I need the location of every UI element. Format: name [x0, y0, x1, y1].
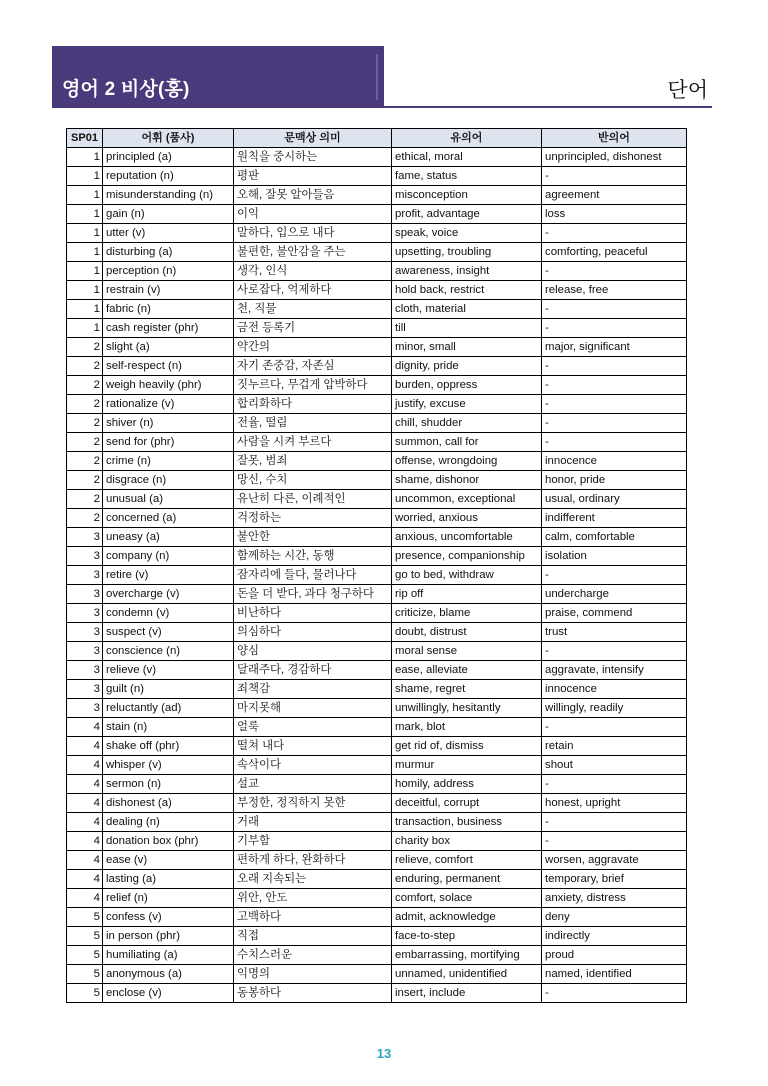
word-cell: stain (n) — [103, 718, 234, 737]
meaning-cell: 자기 존중감, 자존심 — [234, 357, 392, 376]
antonym-cell: - — [542, 832, 687, 851]
antonym-cell: - — [542, 718, 687, 737]
table-row — [67, 889, 687, 908]
page-title: 영어 2 비상(홍) — [62, 79, 190, 100]
synonym-cell: worried, anxious — [392, 509, 542, 528]
table-row — [67, 680, 687, 699]
unit-cell: 1 — [67, 262, 103, 281]
synonym-cell: mark, blot — [392, 718, 542, 737]
meaning-cell: 불편한, 불안감을 주는 — [234, 243, 392, 262]
table-row — [67, 699, 687, 718]
unit-cell: 3 — [67, 642, 103, 661]
section-label: 단어 — [667, 79, 708, 102]
word-cell: shiver (n) — [103, 414, 234, 433]
column-header-meaning: 문맥상 의미 — [234, 129, 392, 148]
word-cell: sermon (n) — [103, 775, 234, 794]
synonym-cell: summon, call for — [392, 433, 542, 452]
table-header-row — [67, 129, 687, 148]
table-row — [67, 243, 687, 262]
table-row — [67, 623, 687, 642]
meaning-cell: 잠자리에 들다, 물러나다 — [234, 566, 392, 585]
antonym-cell: - — [542, 813, 687, 832]
word-cell: restrain (v) — [103, 281, 234, 300]
table-row — [67, 813, 687, 832]
word-cell: reluctantly (ad) — [103, 699, 234, 718]
antonym-cell: comforting, peaceful — [542, 243, 687, 262]
unit-cell: 2 — [67, 433, 103, 452]
table-row — [67, 186, 687, 205]
antonym-cell: isolation — [542, 547, 687, 566]
word-cell: rationalize (v) — [103, 395, 234, 414]
synonym-cell: embarrassing, mortifying — [392, 946, 542, 965]
unit-cell: 4 — [67, 870, 103, 889]
antonym-cell: innocence — [542, 680, 687, 699]
table-row — [67, 547, 687, 566]
antonym-cell: - — [542, 300, 687, 319]
unit-cell: 3 — [67, 680, 103, 699]
word-cell: self-respect (n) — [103, 357, 234, 376]
meaning-cell: 떨쳐 내다 — [234, 737, 392, 756]
antonym-cell: indirectly — [542, 927, 687, 946]
synonym-cell: burden, oppress — [392, 376, 542, 395]
meaning-cell: 얼룩 — [234, 718, 392, 737]
synonym-cell: anxious, uncomfortable — [392, 528, 542, 547]
meaning-cell: 기부함 — [234, 832, 392, 851]
table-row — [67, 148, 687, 167]
unit-cell: 3 — [67, 566, 103, 585]
synonym-cell: minor, small — [392, 338, 542, 357]
table-row — [67, 737, 687, 756]
table-row — [67, 528, 687, 547]
meaning-cell: 설교 — [234, 775, 392, 794]
word-cell: confess (v) — [103, 908, 234, 927]
page-number: 13 — [376, 1046, 392, 1061]
meaning-cell: 동봉하다 — [234, 984, 392, 1003]
meaning-cell: 달래주다, 경감하다 — [234, 661, 392, 680]
antonym-cell: - — [542, 984, 687, 1003]
word-cell: retire (v) — [103, 566, 234, 585]
vocabulary-table — [66, 128, 687, 1003]
antonym-cell: calm, comfortable — [542, 528, 687, 547]
meaning-cell: 오해, 잘못 알아들음 — [234, 186, 392, 205]
synonym-cell: speak, voice — [392, 224, 542, 243]
antonym-cell: - — [542, 775, 687, 794]
meaning-cell: 마지못해 — [234, 699, 392, 718]
word-cell: relieve (v) — [103, 661, 234, 680]
synonym-cell: get rid of, dismiss — [392, 737, 542, 756]
table-row — [67, 490, 687, 509]
table-row — [67, 471, 687, 490]
table-row — [67, 452, 687, 471]
antonym-cell: unprincipled, dishonest — [542, 148, 687, 167]
table-row — [67, 946, 687, 965]
antonym-cell: indifferent — [542, 509, 687, 528]
antonym-cell: agreement — [542, 186, 687, 205]
meaning-cell: 이익 — [234, 205, 392, 224]
word-cell: slight (a) — [103, 338, 234, 357]
meaning-cell: 직접 — [234, 927, 392, 946]
table-row — [67, 205, 687, 224]
word-cell: shake off (phr) — [103, 737, 234, 756]
unit-cell: 5 — [67, 908, 103, 927]
meaning-cell: 생각, 인식 — [234, 262, 392, 281]
table-row — [67, 357, 687, 376]
word-cell: send for (phr) — [103, 433, 234, 452]
antonym-cell: proud — [542, 946, 687, 965]
word-cell: lasting (a) — [103, 870, 234, 889]
antonym-cell: anxiety, distress — [542, 889, 687, 908]
meaning-cell: 익명의 — [234, 965, 392, 984]
unit-cell: 1 — [67, 243, 103, 262]
meaning-cell: 잘못, 범죄 — [234, 452, 392, 471]
antonym-cell: worsen, aggravate — [542, 851, 687, 870]
word-cell: donation box (phr) — [103, 832, 234, 851]
word-cell: conscience (n) — [103, 642, 234, 661]
unit-cell: 3 — [67, 604, 103, 623]
unit-cell: 1 — [67, 205, 103, 224]
antonym-cell: named, identified — [542, 965, 687, 984]
unit-cell: 2 — [67, 471, 103, 490]
unit-cell: 2 — [67, 338, 103, 357]
word-cell: misunderstanding (n) — [103, 186, 234, 205]
synonym-cell: fame, status — [392, 167, 542, 186]
meaning-cell: 거래 — [234, 813, 392, 832]
meaning-cell: 위안, 안도 — [234, 889, 392, 908]
meaning-cell: 유난히 다른, 이례적인 — [234, 490, 392, 509]
word-cell: suspect (v) — [103, 623, 234, 642]
table-row — [67, 224, 687, 243]
meaning-cell: 말하다, 입으로 내다 — [234, 224, 392, 243]
word-cell: ease (v) — [103, 851, 234, 870]
table-row — [67, 908, 687, 927]
antonym-cell: - — [542, 414, 687, 433]
table-row — [67, 395, 687, 414]
synonym-cell: insert, include — [392, 984, 542, 1003]
word-cell: reputation (n) — [103, 167, 234, 186]
word-cell: weigh heavily (phr) — [103, 376, 234, 395]
unit-cell: 1 — [67, 167, 103, 186]
synonym-cell: ethical, moral — [392, 148, 542, 167]
word-cell: principled (a) — [103, 148, 234, 167]
synonym-cell: moral sense — [392, 642, 542, 661]
table-row — [67, 509, 687, 528]
antonym-cell: - — [542, 433, 687, 452]
antonym-cell: honor, pride — [542, 471, 687, 490]
meaning-cell: 죄책감 — [234, 680, 392, 699]
antonym-cell: loss — [542, 205, 687, 224]
antonym-cell: - — [542, 262, 687, 281]
unit-cell: 1 — [67, 300, 103, 319]
meaning-cell: 비난하다 — [234, 604, 392, 623]
word-cell: utter (v) — [103, 224, 234, 243]
table-row — [67, 262, 687, 281]
table-row — [67, 851, 687, 870]
table-row — [67, 927, 687, 946]
synonym-cell: doubt, distrust — [392, 623, 542, 642]
column-header-antonyms: 반의어 — [542, 129, 687, 148]
meaning-cell: 불안한 — [234, 528, 392, 547]
antonym-cell: usual, ordinary — [542, 490, 687, 509]
synonym-cell: shame, dishonor — [392, 471, 542, 490]
antonym-cell: - — [542, 224, 687, 243]
synonym-cell: transaction, business — [392, 813, 542, 832]
antonym-cell: temporary, brief — [542, 870, 687, 889]
unit-cell: 3 — [67, 528, 103, 547]
table-row — [67, 300, 687, 319]
word-cell: in person (phr) — [103, 927, 234, 946]
word-cell: fabric (n) — [103, 300, 234, 319]
unit-cell: 2 — [67, 452, 103, 471]
antonym-cell: shout — [542, 756, 687, 775]
synonym-cell: criticize, blame — [392, 604, 542, 623]
synonym-cell: murmur — [392, 756, 542, 775]
unit-cell: 4 — [67, 775, 103, 794]
synonym-cell: misconception — [392, 186, 542, 205]
meaning-cell: 수치스러운 — [234, 946, 392, 965]
synonym-cell: face-to-step — [392, 927, 542, 946]
table-row — [67, 319, 687, 338]
meaning-cell: 전율, 떨림 — [234, 414, 392, 433]
unit-cell: 2 — [67, 509, 103, 528]
meaning-cell: 천, 직물 — [234, 300, 392, 319]
unit-cell: 2 — [67, 414, 103, 433]
table-row — [67, 965, 687, 984]
table-row — [67, 756, 687, 775]
synonym-cell: profit, advantage — [392, 205, 542, 224]
antonym-cell: - — [542, 357, 687, 376]
unit-cell: 3 — [67, 585, 103, 604]
antonym-cell: - — [542, 167, 687, 186]
table-row — [67, 642, 687, 661]
antonym-cell: - — [542, 319, 687, 338]
synonym-cell: ease, alleviate — [392, 661, 542, 680]
meaning-cell: 사람을 시켜 부르다 — [234, 433, 392, 452]
table-row — [67, 433, 687, 452]
meaning-cell: 돈을 더 받다, 과다 청구하다 — [234, 585, 392, 604]
header-stripe — [376, 54, 378, 100]
synonym-cell: charity box — [392, 832, 542, 851]
word-cell: dealing (n) — [103, 813, 234, 832]
meaning-cell: 함께하는 시간, 동행 — [234, 547, 392, 566]
table-row — [67, 984, 687, 1003]
word-cell: dishonest (a) — [103, 794, 234, 813]
meaning-cell: 사로잡다, 억제하다 — [234, 281, 392, 300]
unit-cell: 1 — [67, 186, 103, 205]
unit-cell: 3 — [67, 623, 103, 642]
unit-cell: 4 — [67, 794, 103, 813]
meaning-cell: 고백하다 — [234, 908, 392, 927]
word-cell: relief (n) — [103, 889, 234, 908]
synonym-cell: shame, regret — [392, 680, 542, 699]
table-row — [67, 775, 687, 794]
meaning-cell: 금전 등록기 — [234, 319, 392, 338]
word-cell: unusual (a) — [103, 490, 234, 509]
meaning-cell: 속삭이다 — [234, 756, 392, 775]
unit-cell: 1 — [67, 148, 103, 167]
synonym-cell: unnamed, unidentified — [392, 965, 542, 984]
synonym-cell: uncommon, exceptional — [392, 490, 542, 509]
meaning-cell: 양심 — [234, 642, 392, 661]
word-cell: disgrace (n) — [103, 471, 234, 490]
table-row — [67, 566, 687, 585]
table-row — [67, 414, 687, 433]
meaning-cell: 오래 지속되는 — [234, 870, 392, 889]
unit-cell: 2 — [67, 357, 103, 376]
table-row — [67, 167, 687, 186]
column-header-unit: SP01 — [67, 129, 103, 148]
synonym-cell: relieve, comfort — [392, 851, 542, 870]
synonym-cell: chill, shudder — [392, 414, 542, 433]
synonym-cell: offense, wrongdoing — [392, 452, 542, 471]
meaning-cell: 약간의 — [234, 338, 392, 357]
synonym-cell: admit, acknowledge — [392, 908, 542, 927]
meaning-cell: 원칙을 중시하는 — [234, 148, 392, 167]
antonym-cell: - — [542, 642, 687, 661]
synonym-cell: homily, address — [392, 775, 542, 794]
antonym-cell: trust — [542, 623, 687, 642]
word-cell: condemn (v) — [103, 604, 234, 623]
word-cell: overcharge (v) — [103, 585, 234, 604]
table-row — [67, 718, 687, 737]
column-header-synonyms: 유의어 — [392, 129, 542, 148]
synonym-cell: cloth, material — [392, 300, 542, 319]
synonym-cell: go to bed, withdraw — [392, 566, 542, 585]
word-cell: uneasy (a) — [103, 528, 234, 547]
meaning-cell: 걱정하는 — [234, 509, 392, 528]
unit-cell: 1 — [67, 224, 103, 243]
antonym-cell: deny — [542, 908, 687, 927]
meaning-cell: 편하게 하다, 완화하다 — [234, 851, 392, 870]
meaning-cell: 의심하다 — [234, 623, 392, 642]
word-cell: guilt (n) — [103, 680, 234, 699]
synonym-cell: comfort, solace — [392, 889, 542, 908]
word-cell: enclose (v) — [103, 984, 234, 1003]
meaning-cell: 부정한, 정직하지 못한 — [234, 794, 392, 813]
synonym-cell: hold back, restrict — [392, 281, 542, 300]
word-cell: company (n) — [103, 547, 234, 566]
unit-cell: 5 — [67, 984, 103, 1003]
unit-cell: 4 — [67, 718, 103, 737]
unit-cell: 3 — [67, 661, 103, 680]
table-row — [67, 661, 687, 680]
unit-cell: 5 — [67, 927, 103, 946]
word-cell: cash register (phr) — [103, 319, 234, 338]
synonym-cell: presence, companionship — [392, 547, 542, 566]
word-cell: gain (n) — [103, 205, 234, 224]
word-cell: concerned (a) — [103, 509, 234, 528]
word-cell: perception (n) — [103, 262, 234, 281]
unit-cell: 5 — [67, 965, 103, 984]
meaning-cell: 합리화하다 — [234, 395, 392, 414]
meaning-cell: 평판 — [234, 167, 392, 186]
word-cell: humiliating (a) — [103, 946, 234, 965]
unit-cell: 4 — [67, 737, 103, 756]
synonym-cell: deceitful, corrupt — [392, 794, 542, 813]
synonym-cell: dignity, pride — [392, 357, 542, 376]
meaning-cell: 짓누르다, 무겁게 압박하다 — [234, 376, 392, 395]
word-cell: crime (n) — [103, 452, 234, 471]
unit-cell: 5 — [67, 946, 103, 965]
word-cell: whisper (v) — [103, 756, 234, 775]
unit-cell: 4 — [67, 813, 103, 832]
antonym-cell: major, significant — [542, 338, 687, 357]
header-rule — [384, 106, 712, 108]
table-row — [67, 604, 687, 623]
synonym-cell: till — [392, 319, 542, 338]
unit-cell: 4 — [67, 889, 103, 908]
synonym-cell: upsetting, troubling — [392, 243, 542, 262]
antonym-cell: honest, upright — [542, 794, 687, 813]
antonym-cell: innocence — [542, 452, 687, 471]
table-row — [67, 870, 687, 889]
table-row — [67, 832, 687, 851]
synonym-cell: unwillingly, hesitantly — [392, 699, 542, 718]
unit-cell: 4 — [67, 851, 103, 870]
unit-cell: 1 — [67, 319, 103, 338]
word-cell: disturbing (a) — [103, 243, 234, 262]
synonym-cell: awareness, insight — [392, 262, 542, 281]
antonym-cell: - — [542, 376, 687, 395]
antonym-cell: retain — [542, 737, 687, 756]
table-row — [67, 585, 687, 604]
unit-cell: 2 — [67, 376, 103, 395]
unit-cell: 3 — [67, 699, 103, 718]
antonym-cell: praise, commend — [542, 604, 687, 623]
unit-cell: 2 — [67, 395, 103, 414]
synonym-cell: rip off — [392, 585, 542, 604]
table-row — [67, 338, 687, 357]
word-cell: anonymous (a) — [103, 965, 234, 984]
synonym-cell: enduring, permanent — [392, 870, 542, 889]
antonym-cell: aggravate, intensify — [542, 661, 687, 680]
meaning-cell: 망신, 수치 — [234, 471, 392, 490]
antonym-cell: undercharge — [542, 585, 687, 604]
column-header-word: 어휘 (품사) — [103, 129, 234, 148]
antonym-cell: willingly, readily — [542, 699, 687, 718]
antonym-cell: - — [542, 566, 687, 585]
table-row — [67, 376, 687, 395]
unit-cell: 4 — [67, 756, 103, 775]
unit-cell: 4 — [67, 832, 103, 851]
table-row — [67, 794, 687, 813]
synonym-cell: justify, excuse — [392, 395, 542, 414]
table-body — [67, 148, 687, 1003]
antonym-cell: release, free — [542, 281, 687, 300]
table-row — [67, 281, 687, 300]
unit-cell: 2 — [67, 490, 103, 509]
unit-cell: 1 — [67, 281, 103, 300]
antonym-cell: - — [542, 395, 687, 414]
unit-cell: 3 — [67, 547, 103, 566]
